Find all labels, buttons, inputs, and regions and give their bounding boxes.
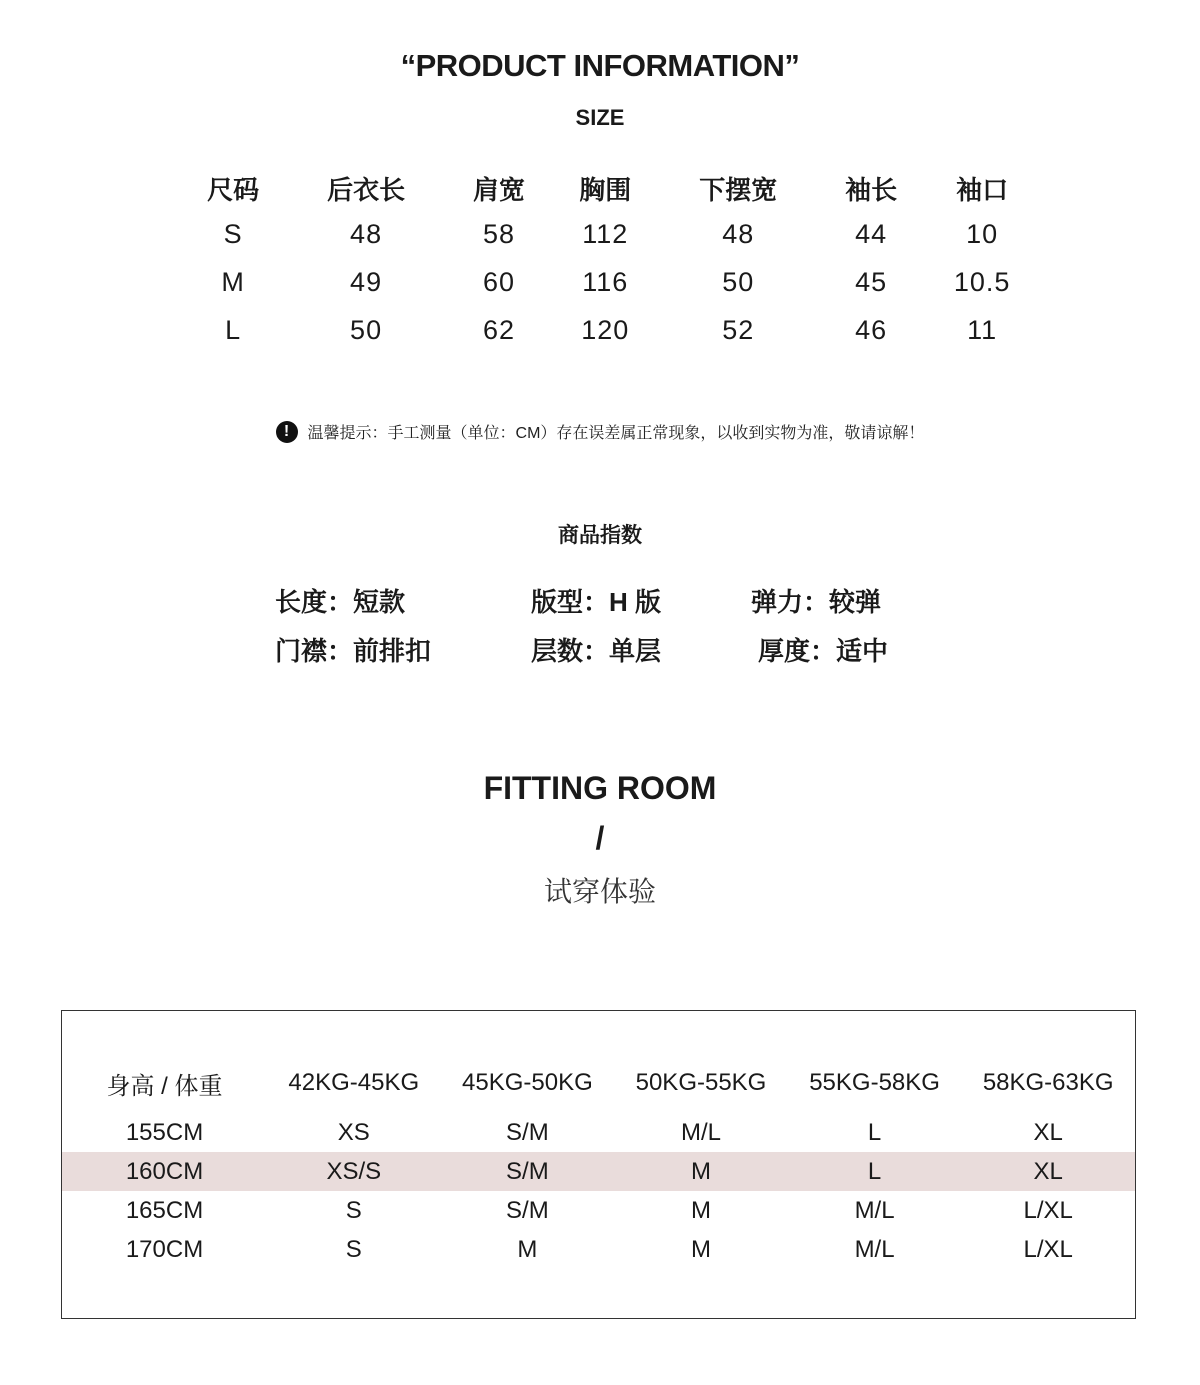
attribute-elasticity [751,582,881,619]
size-table-header-row [180,166,1040,210]
fitting-table-box [61,1010,1136,1319]
size-header-cell: 袖口 [956,174,1009,205]
size-cell: 11 [967,314,998,345]
fitting-cell: M/L [854,1235,895,1263]
fitting-header-cell: 身高 / 体重 [106,1072,223,1100]
size-header-cell: 袖长 [845,174,898,205]
size-header-cell: 胸围 [579,174,632,205]
size-cell: 10.5 [953,266,1011,297]
attribute-layers [531,631,661,668]
size-label: SIZE [575,105,625,130]
fitting-cell: S/M [506,1118,549,1146]
size-cell: 60 [482,266,515,297]
page-title: “PRODUCT INFORMATION” [400,48,800,83]
fitting-cell: M [690,1196,711,1224]
fitting-header-cell: 42KG-45KG [288,1069,420,1096]
fitting-cell: XL [961,1152,1135,1191]
fitting-cell: M/L [854,1196,895,1224]
fitting-cell: L [867,1118,882,1146]
size-cell: 44 [855,218,888,249]
size-cell: 45 [855,266,888,297]
size-cell: 10 [966,218,999,249]
table-row [180,258,1040,306]
size-cell: 48 [350,218,383,249]
attribute-label: 层数： [531,636,610,666]
fitting-cell: M [614,1152,788,1191]
fitting-cell: M [517,1235,538,1263]
fitting-cell: S [345,1235,362,1263]
fitting-cell: 160CM [62,1152,267,1191]
table-row-highlighted [62,1152,1135,1191]
size-cell: M [221,266,245,297]
size-cell: 48 [722,218,755,249]
size-cell: 46 [855,314,888,345]
fitting-room-subtitle: 试穿体验 [543,876,656,907]
fitting-cell: 155CM [125,1118,204,1146]
fitting-cell: 165CM [125,1196,204,1224]
attribute-label: 长度： [275,587,354,617]
fitting-header-cell: 50KG-55KG [635,1069,767,1096]
size-cell: 62 [482,314,515,345]
size-cell: 120 [581,314,630,345]
size-cell: 112 [582,218,629,249]
size-cell: 58 [482,218,515,249]
attribute-value: 较弹 [829,587,882,617]
fitting-room-divider: / [595,820,605,856]
attribute-fit [531,582,661,619]
attribute-value: H 版 [609,587,662,617]
size-cell: 52 [722,314,755,345]
size-cell: 49 [350,266,383,297]
size-cell: 116 [582,266,629,297]
size-header-cell: 下摆宽 [699,174,778,205]
table-row [180,306,1040,354]
table-row [62,1230,1135,1269]
attribute-length [275,582,405,619]
size-header-cell: 后衣长 [327,174,406,205]
attribute-label: 版型： [531,587,610,617]
attribute-value: 前排扣 [353,636,432,666]
measurement-notice [0,420,1200,443]
fitting-cell: L/XL [1023,1196,1073,1224]
size-cell: S [223,218,243,249]
fitting-cell: XS [337,1118,370,1146]
attribute-placket [275,631,431,668]
notice-text: 温馨提示：手工测量（单位：CM）存在误差属正常现象，以收到实物为准，敬请谅解！ [307,425,925,442]
fitting-cell: XL [1033,1118,1063,1146]
fitting-cell: S [345,1196,362,1224]
fitting-header-cell: 58KG-63KG [982,1069,1114,1096]
fitting-cell: 170CM [125,1235,204,1263]
table-row [62,1113,1135,1152]
fitting-cell: S/M [506,1196,549,1224]
size-cell: 50 [350,314,383,345]
attribute-thickness [758,631,888,668]
fitting-cell: XS/S [267,1152,441,1191]
attribute-label: 厚度： [758,636,837,666]
attribute-value: 适中 [836,636,889,666]
attribute-value: 单层 [609,636,662,666]
size-cell: L [225,314,242,345]
attribute-label: 门襟： [275,636,354,666]
attribute-value: 短款 [353,587,406,617]
product-index-title: 商品指数 [558,524,642,547]
size-header-cell: 肩宽 [472,174,525,205]
attribute-label: 弹力： [751,587,830,617]
fitting-table [62,1061,1135,1269]
fitting-header-cell: 55KG-58KG [809,1069,940,1096]
fitting-cell: M [690,1235,711,1263]
fitting-room-title: FITTING ROOM [483,770,717,806]
size-cell: 50 [722,266,755,297]
fitting-cell: M/L [680,1118,721,1146]
fitting-header-cell: 45KG-50KG [462,1069,593,1096]
fitting-cell: S/M [441,1152,615,1191]
fitting-cell: L [788,1152,962,1191]
size-table [180,166,1040,354]
spacer [62,1105,1135,1113]
fitting-cell: L/XL [1023,1235,1073,1263]
table-row [62,1105,1135,1113]
exclamation-icon: ! [276,421,298,443]
table-row [62,1191,1135,1230]
size-header-cell: 尺码 [207,174,260,205]
table-row [180,210,1040,258]
fitting-header-row [62,1061,1135,1105]
